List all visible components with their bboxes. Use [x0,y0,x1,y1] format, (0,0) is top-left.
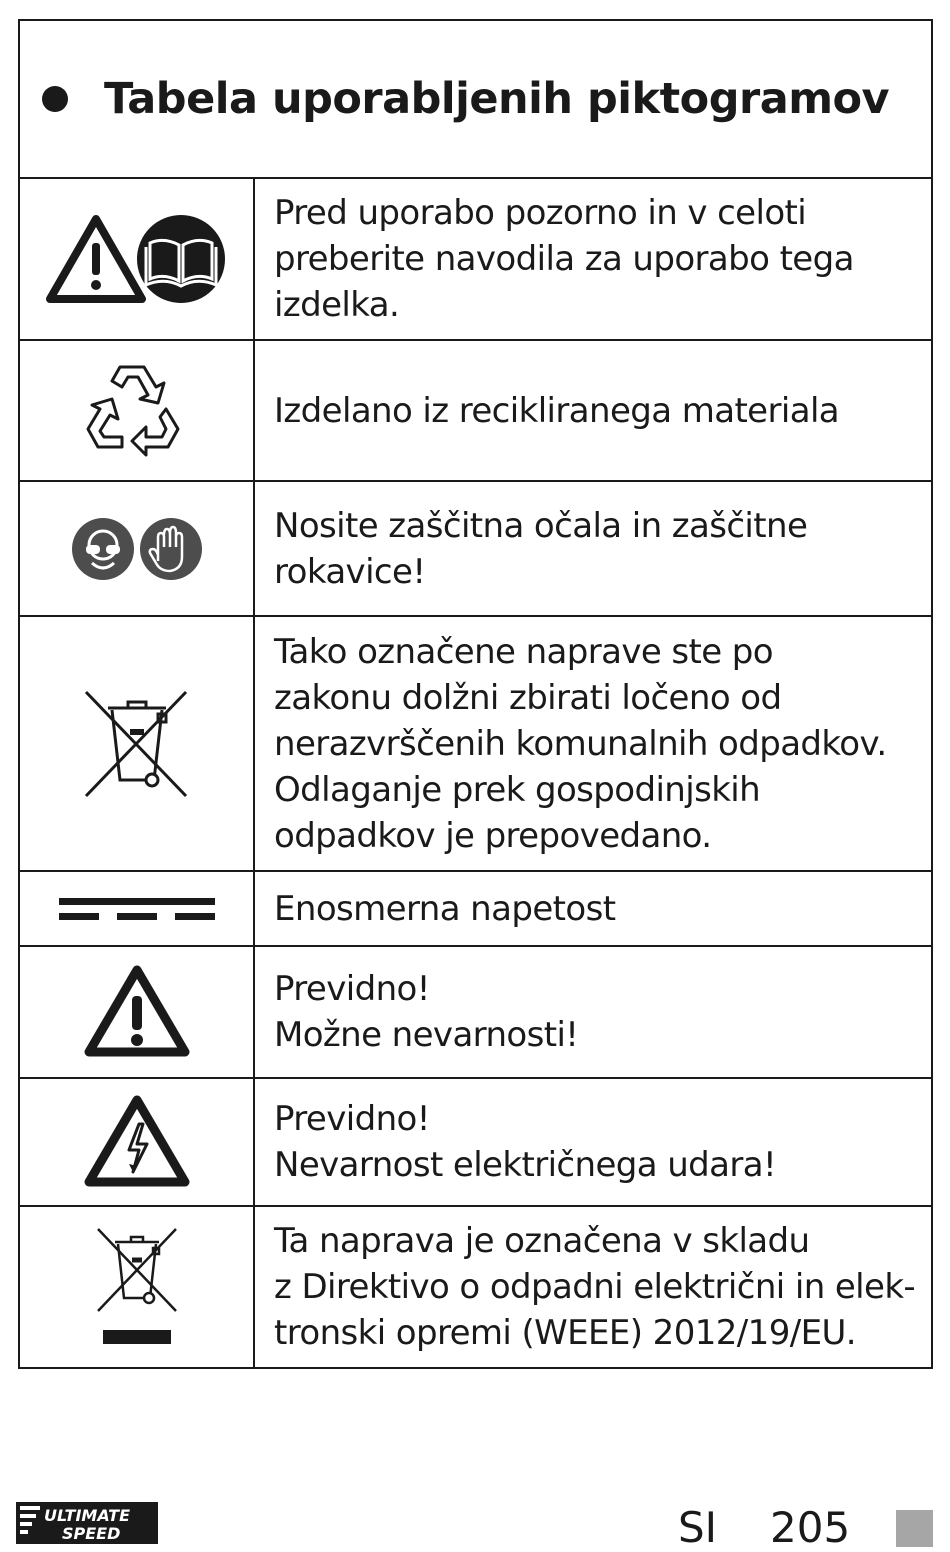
language-code: SI [678,1503,718,1552]
page-title: Tabela uporabljenih piktogramov [104,74,890,124]
table-row [20,482,931,617]
safety-glasses-and-gloves-icon [70,515,204,583]
warning-and-manual-icon [46,213,228,305]
page-marker-square [896,1510,933,1547]
recycling-icon [82,359,192,463]
row-description: Izdelano iz recikliranega materiala [274,390,840,431]
table-row [20,872,931,947]
electric-shock-warning-icon [83,1094,191,1190]
table-header [20,21,931,179]
bullet-icon [42,86,68,112]
table-row [20,947,931,1079]
row-description: Previdno! Možne nevarnosti! [274,969,579,1055]
ultimate-speed-logo [16,1500,158,1546]
logo-text-speed: SPEED [62,1524,121,1543]
logo-text-ultimate: ULTIMATE [44,1506,131,1525]
pictogram-table [18,19,933,1369]
crossed-bin-icon [82,688,192,800]
row-description: Enosmerna napetost [274,888,616,929]
row-description: Previdno! Nevarnost električnega udara! [274,1099,777,1185]
direct-current-icon [57,894,217,924]
table-row [20,617,931,872]
table-row [20,1079,931,1207]
table-row [20,341,931,482]
row-description: Ta naprava je označena v skladu z Direktivo o odpadni električni in elek- tronski opremi (WEEE) 2012/19/EU. [274,1221,916,1353]
warning-triangle-icon [83,964,191,1060]
row-description: Pred uporabo pozorno in v celoti preberite navodila za uporabo tega izdelka. [274,193,854,325]
table-row [20,1207,931,1367]
row-description: Tako označene naprave ste po zakonu dolžni zbirati ločeno od nerazvrščenih komunalnih odpadkov. Odlaganje prek gospodinjskih odpadkov je prepovedano. [274,631,887,856]
weee-bin-icon [95,1226,179,1348]
table-row [20,179,931,341]
row-description: Nosite zaščitna očala in zaščitne rokavice! [274,505,808,592]
page-number: 205 [770,1503,851,1552]
